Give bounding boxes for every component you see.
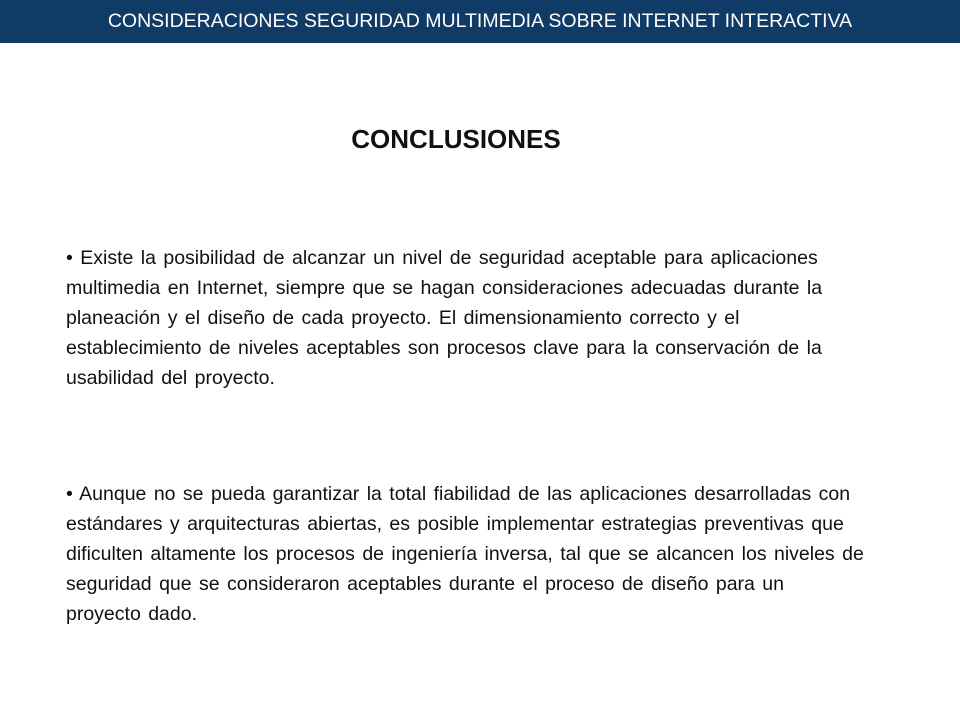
slide-title: CONCLUSIONES (351, 124, 561, 154)
header-title: CONSIDERACIONES SEGURIDAD MULTIMEDIA SOBRE INTERNET INTERACTIVA (107, 10, 853, 32)
bullet-paragraph-1: • Existe la posibilidad de alcanzar un nivel de seguridad aceptable para aplicaciones multimedia en Internet, siempre que se hagan consideraciones adecuadas durante la planeación y el diseño de cada proyecto. El dimensionamiento correcto y el establecimiento de niveles aceptables son procesos clave para la conservación de la usabilidad del proyecto. (66, 247, 823, 389)
bullet-paragraph-2: • Aunque no se pueda garantizar la total fiabilidad de las aplicaciones desarrolladas con estándares y arquitecturas abiertas, es posible implementar estrategias preventivas que dificulten altamente los procesos de ingeniería inversa, tal que se alcancen los niveles de seguridad que se consideraron aceptables durante el proceso de diseño para un proyecto dado. (66, 483, 864, 625)
header-bar (0, 0, 960, 43)
